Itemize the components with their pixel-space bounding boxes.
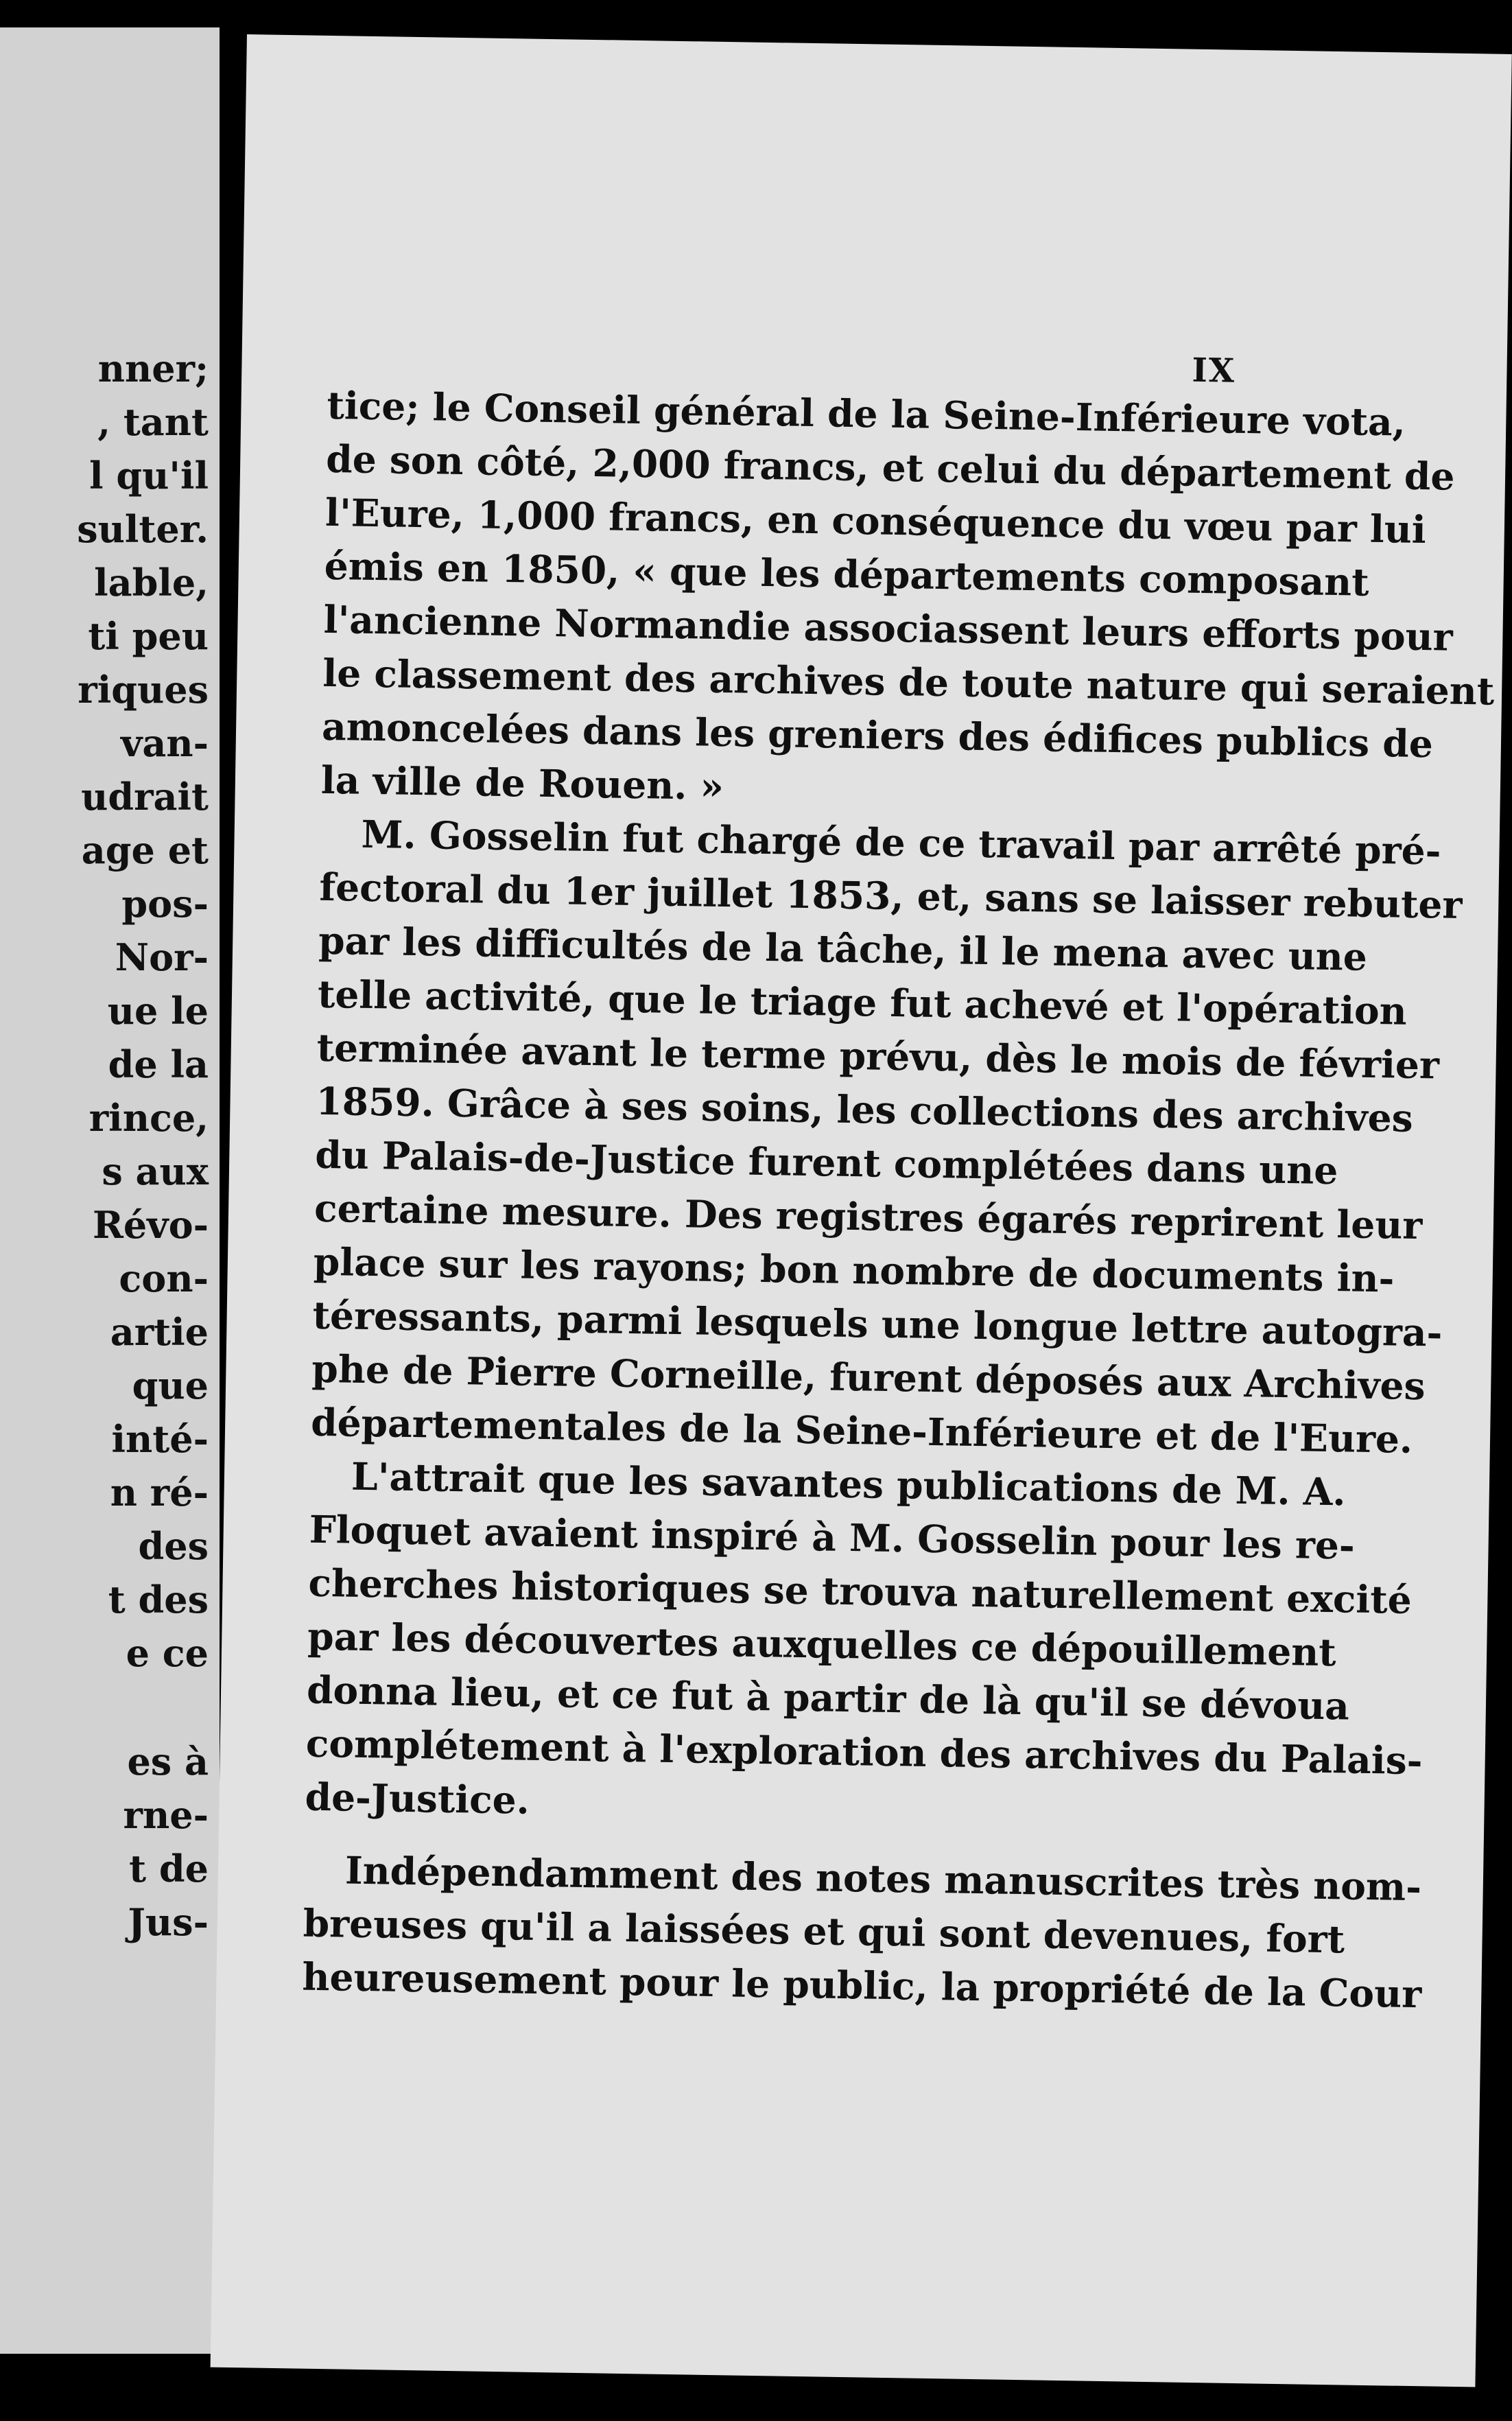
left-line: artie xyxy=(110,1310,209,1354)
text-line: l'Eure, 1,000 francs, en conséquence du vœu par lui xyxy=(324,489,1427,552)
left-line: con- xyxy=(119,1256,209,1300)
text-line: de son côté, 2,000 francs, et celui du département de xyxy=(325,436,1455,499)
paragraph xyxy=(310,807,1463,1463)
left-line: de la xyxy=(108,1042,209,1086)
left-line: t des xyxy=(108,1578,209,1622)
body-text xyxy=(302,379,1495,2017)
left-line: ti peu xyxy=(88,614,209,658)
text-line: complétement à l'exploration des archives du Palais- xyxy=(305,1720,1424,1783)
left-line: Nor- xyxy=(115,935,209,979)
text-line: du Palais-de-Justice furent complétées dans une xyxy=(314,1132,1338,1193)
text-line: terminée avant le terme prévu, dès le mois de février xyxy=(316,1025,1440,1088)
left-line: l qu'il xyxy=(89,454,209,498)
text-line: M. Gosselin fut chargé de ce travail par arrêté pré- xyxy=(361,811,1441,874)
text-line: par les découvertes auxquelles ce dépouillement xyxy=(307,1613,1337,1675)
text-line: telle activité, que le triage fut achevé et l'opération xyxy=(317,971,1408,1033)
text-line: donna lieu, et ce fut à partir de là qu'il se dévoua xyxy=(306,1667,1350,1729)
left-line: des xyxy=(138,1524,209,1568)
text-line: fectoral du 1er juillet 1853, et, sans se laisser rebuter xyxy=(318,864,1463,927)
text-line: par les difficultés de la tâche, il le mena avec une xyxy=(318,917,1368,979)
text-line: cherches historiques se trouva naturellement excité xyxy=(308,1560,1413,1622)
text-line: L'attrait que les savantes publications de M. A. xyxy=(351,1453,1347,1514)
text-line: place sur les rayons; bon nombre de documents in- xyxy=(313,1239,1395,1301)
text-line: la ville de Rouen. » xyxy=(320,757,724,809)
text-line: de-Justice. xyxy=(305,1774,530,1823)
left-line: sulter. xyxy=(77,507,209,551)
text-line: breuses qu'il a laissées et qui sont devenues, fort xyxy=(303,1900,1345,1962)
left-line: Révo- xyxy=(92,1203,209,1247)
left-line: Jus- xyxy=(128,1900,209,1944)
left-line: , tant xyxy=(97,400,209,444)
left-line: inté- xyxy=(111,1417,209,1461)
paragraph xyxy=(320,379,1495,821)
text-line: émis en 1850, « que les départements composant xyxy=(324,543,1370,605)
paragraph xyxy=(305,1449,1424,1838)
text-line: certaine mesure. Des registres égarés reprirent leur xyxy=(314,1185,1423,1248)
text-line: tice; le Conseil général de la Seine-Inférieure vota, xyxy=(327,382,1406,445)
text-line: heureusement pour le public, la propriété de la Cour xyxy=(302,1954,1422,2017)
text-line: Floquet avaient inspiré à M. Gosselin pour les re- xyxy=(309,1506,1356,1568)
left-line: rince, xyxy=(88,1096,209,1140)
left-line: rne- xyxy=(123,1793,209,1837)
text-line: phe de Pierre Corneille, furent déposés aux Archives xyxy=(311,1346,1426,1409)
left-line: que xyxy=(132,1364,209,1407)
left-line: ue le xyxy=(107,989,209,1033)
left-line: es à xyxy=(127,1740,209,1783)
main-page xyxy=(211,34,1512,2387)
left-line: s aux xyxy=(102,1149,209,1193)
page-number: IX xyxy=(1192,351,1236,390)
left-line: e ce xyxy=(126,1631,209,1675)
text-line: amoncelées dans les greniers des édifices publics de xyxy=(321,703,1434,767)
left-line: lable, xyxy=(94,561,209,605)
left-line: udrait xyxy=(81,775,209,819)
left-page-fragment xyxy=(0,27,220,2354)
paragraph xyxy=(302,1843,1422,2017)
text-line: le classement des archives de toute nature qui seraient xyxy=(322,650,1495,714)
text-line: départementales de la Seine-Inférieure et de l'Eure. xyxy=(310,1399,1413,1462)
left-line: pos- xyxy=(121,882,209,926)
text-line: l'ancienne Normandie associassent leurs efforts pour xyxy=(323,596,1454,659)
left-line: t de xyxy=(129,1847,209,1891)
text-line: Indépendamment des notes manuscrites très nom- xyxy=(344,1847,1422,1910)
left-line: age et xyxy=(81,828,209,872)
text-line: 1859. Grâce à ses soins, les collections des archives xyxy=(316,1078,1414,1141)
left-line: van- xyxy=(120,721,209,765)
left-line: n ré- xyxy=(110,1471,209,1514)
left-line: riques xyxy=(78,668,209,712)
left-line: nner; xyxy=(97,347,209,390)
text-line: téressants, parmi lesquels une longue lettre autogra- xyxy=(312,1292,1443,1355)
